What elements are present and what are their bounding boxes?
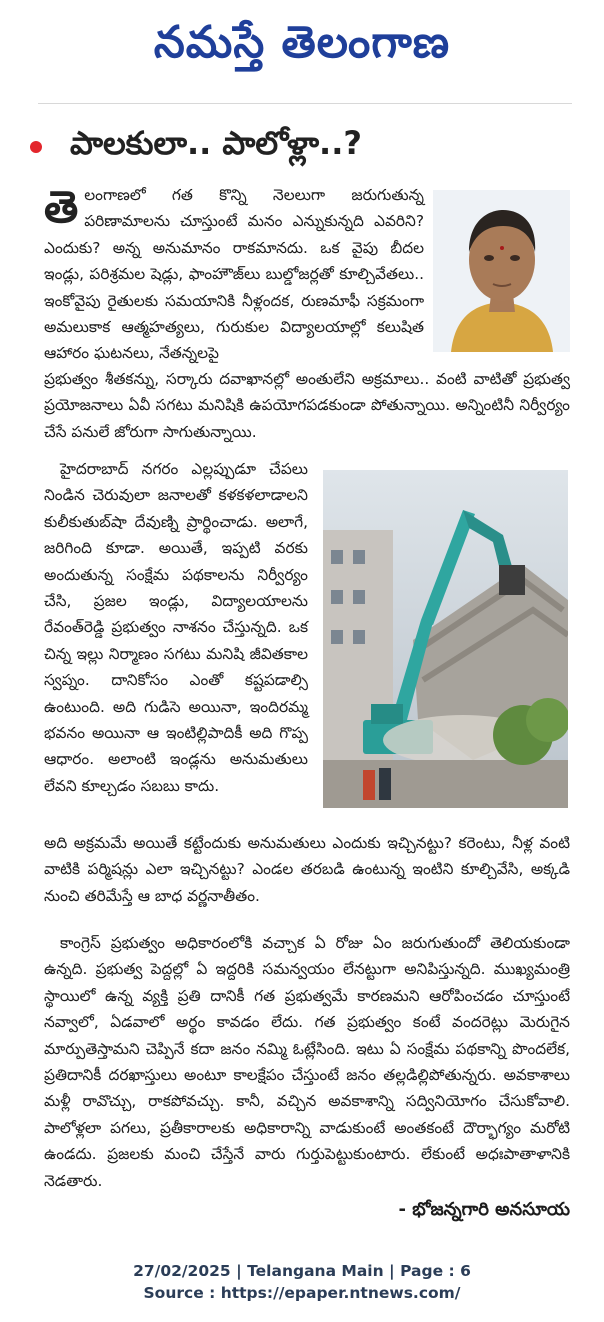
intro-continuation [44, 366, 570, 445]
paragraph-3 [44, 830, 570, 909]
demolition-photo [323, 470, 568, 808]
page-footer [0, 1260, 604, 1304]
paragraph-3-text: అది అక్రమమే అయితే కట్టేందుకు అనుమతులు ఎందుకు ఇచ్చినట్టు? కరెంటు, నీళ్ల వంటి వాటికి పర్మిషన్లు ఎలా ఇచ్చినట్టు? ఎండల తరబడి ఉంటున్న ఇంటిని కూల్చివేసి, అక్కడి నుంచి తరిమేస్తే ఆ బాధ వర్ణనాతీతం. [44, 834, 570, 905]
article-headline: పాలకులా.. పాలోళ్లా..? [70, 124, 362, 162]
newspaper-title: నమస్తే తెలంగాణ [153, 16, 451, 68]
author-signature: - భోజన్నగారి అనసూయ [398, 1199, 570, 1220]
red-bullet-icon [30, 141, 42, 153]
paragraph-2-text: హైదరాబాద్ నగరం ఎల్లప్పుడూ చేపలు నిండిన చెరువులా జనాలతో కళకళలాడాలని కులీకుతుబ్‌షా దేవుణ్ని ప్రార్థించాడు. అలాగే, జరిగింది కూడా. అయితే, ఇప్పటి వరకు అందుతున్న సంక్షేమ పథకాలను నిర్వీర్యం చేసి, ప్రజల ఇండ్లు, విద్యాలయాలను రేవంత్‌రెడ్డి ప్రభుత్వం నాశనం చేస్తున్నది. ఒక చిన్న ఇల్లు నిర్మాణం సగటు మనిషి జీవితకాల స్వప్నం. దానికోసం ఎంతో కష్టపడాల్సి ఉంటుంది. అది గుడిసె అయినా, ఇందిరమ్మ భవనం అయినా ఆ ఇంటిల్లిపాదికీ అది గొప్ప ఆధారం. అలాంటి ఇండ్లను అనుమతులు లేవని కూల్చడం సబబు కాదు. [44, 460, 308, 795]
masthead-divider [38, 103, 572, 104]
headline-row [30, 124, 570, 170]
footer-date-page: 27/02/2025 | Telangana Main | Page : 6 [133, 1262, 471, 1280]
paragraph-4-text: కాంగ్రెస్ ప్రభుత్వం అధికారంలోకి వచ్చాక ఏ రోజు ఏం జరుగుతుందో తెలియకుండా ఉన్నది. ప్రభుత్వ పెద్దల్లో ఏ ఇద్దరికి సమన్వయం లేనట్టుగా అనిపిస్తున్నది. ముఖ్యమంత్రి స్థాయిలో ఉన్న వ్యక్తి ప్రతి దానికీ గత ప్రభుత్వమే కారణమని ఆరోపించడం చూస్తుంటే నవ్వాలో, ఏడవాలో అర్థం కావడం లేదు. గత ప్రభుత్వం కంటే వందరెట్లు మెరుగైన మార్పుతెస్తామని చెప్పినే కదా జనం నమ్మి ఓట్లేసింది. ఇటు ఏ సంక్షేమ పథకాన్ని పొందలేక, ప్రతిదానికీ దరఖాస్తులు అంటూ కాలక్షేపం చేస్తుంటే జనం తల్లడిల్లిపోతున్నరు. అవకాశాలు మళ్లీ రావొచ్చు, రాకపోవచ్చు. కానీ, వచ్చిన అవకాశాన్ని సద్వినియోగం చేసుకోవాలి. పాలోళ్లలా పగలు, ప్రతీకారాలకు అధికారాన్ని వాడుకుంటే అంతకంటే దౌర్భాగ్యం మరోటి ఉండదు. ప్రజలకు మంచి చేస్తేనే వారు గుర్తుపెట్టుకుంటారు. లేకుంటే అధఃపాతాళానికి నెడతారు. [44, 934, 570, 1190]
intro-text: లంగాణలో గత కొన్ని నెలలుగా జరుగుతున్న పరిణామాలను చూస్తుంటే మనం ఎన్నుకున్నది ఎవరిని? ఎందుకు? అన్న అనుమానం రాకమానదు. ఒక వైపు బీదల ఇండ్లు, పరిశ్రమల షెడ్లు, ఫాంహౌజ్‌లు బుల్డోజర్లతో కూల్చివేతలు.. ఇంకోవైపు రైతులకు సమయానికి నీళ్లందక, రుణమాఫీ సక్రమంగా అమలుకాక ఆత్మహత్యలు, గురుకుల విద్యాలయాల్లో కలుషిత ఆహారం ఘటనలు, నేతన్నలపై [44, 186, 424, 363]
intro-paragraph [44, 182, 424, 367]
paragraph-2 [44, 456, 308, 799]
paragraph-4 [44, 930, 570, 1194]
masthead [0, 0, 604, 95]
intro-continuation-text: ప్రభుత్వం శీతకన్ను, సర్కారు దవాఖానల్లో అంతులేని అక్రమాలు.. వంటి వాటితో ప్రభుత్వ ప్రయోజనాలు ఏవీ సగటు మనిషికి ఉపయోగపడకుండా పోతున్నాయి. అన్నింటినీ నిర్వీర్యం చేసే పనులే జోరుగా సాగుతున్నాయి. [44, 370, 570, 441]
author-photo [433, 190, 570, 352]
footer-source-link[interactable]: Source : https://epaper.ntnews.com/ [143, 1284, 461, 1302]
dropcap: తె [44, 182, 79, 233]
